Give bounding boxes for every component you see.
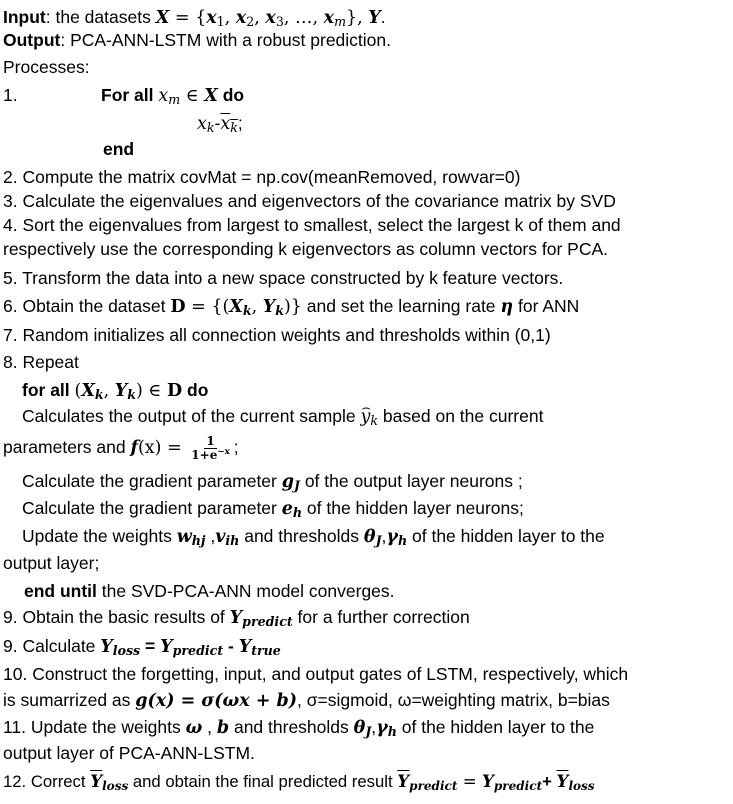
step-8-line: 8. Repeat [3, 352, 79, 372]
gradient-hidden-line: Calculate the gradient parameter $e_h$ of the hidden layer neurons; [22, 498, 524, 521]
end-keyword: end [103, 139, 135, 159]
gradient-output-line: Calculate the gradient parameter $g_J$ of the output layer neurons ; [22, 471, 523, 494]
step-11-line: 11. Update the weights ω , b and thresholds $\theta_J,\gamma_h$ of the hidden layer to the [3, 717, 595, 740]
step-4-continued: respectively use the corresponding k eigenvectors as column vectors for PCA. [3, 239, 609, 259]
update-weights-line: Update the weights $w_{hj}$ $,v_{ih}$ and thresholds $\theta_J,\gamma_h$ of the hidden layer to the [22, 526, 605, 549]
step-3-line: 3. Calculate the eigenvalues and eigenvectors of the covariance matrix by SVD [3, 191, 616, 211]
output-label: Output [3, 30, 61, 50]
processes-heading: Processes: [3, 57, 90, 77]
step-10-continued: is sumarrized as g(x) = σ(ωx + b), σ=sigmoid, ω=weighting matrix, b=bias [3, 690, 610, 711]
for-all-line: for all ($X_k$, $Y_k$) ∈ D do [22, 380, 209, 403]
step-5-line: 5. Transform the data into a new space constructed by k feature vectors. [3, 268, 564, 288]
step-4-line: 4. Sort the eigenvalues from largest to smallest, select the largest k of them and [3, 215, 621, 235]
step-10-line: 10. Construct the forgetting, input, and output gates of LSTM, respectively, which [3, 664, 629, 684]
step-2-line: 2. Compute the matrix covMat = np.cov(meanRemoved, rowvar=0) [3, 167, 521, 187]
step-9-obtain-line: 9. Obtain the basic results of $Y_{predict}$ for a further correction [3, 607, 470, 630]
fraction: $\frac{1}{1+e^{-x}}$ [191, 433, 230, 462]
calc-output-line: Calculates the output of the current sample ⌢ $y_k$ based on the current [22, 405, 543, 428]
output-line: Output: PCA-ANN-LSTM with a robust prediction. [3, 30, 392, 50]
step-12-line: 12. Correct $\overline{Y}_{loss}$ and obtain the final predicted result $\overline{Y}_{predict} = Y_{predict}+ \overline{Y}_{loss}$ [3, 771, 595, 793]
step-11-continued: output layer of PCA-ANN-LSTM. [3, 743, 255, 763]
step-1-body: $x_k-\overline{x}_{\overline{k}}$; [197, 113, 243, 136]
update-weights-continued: output layer; [3, 553, 100, 573]
step-9-calculate-line: 9. Calculate $Y_{loss} = Y_{predict} - Y_{true}$ [3, 636, 281, 659]
parameters-line: parameters and f(x) = $\frac{1}{1+e^{-x}}$ ; [3, 433, 239, 462]
end-until-line: end until the SVD-PCA-ANN model converges. [24, 581, 395, 601]
step-1-line: 1. For all $x_m$ ∈ X do [3, 85, 245, 108]
input-label: Input [3, 7, 46, 27]
input-line: Input: the datasets $X = \{x_1$, $x_2$, $x_3$, …, $x_m$}, Y. [3, 7, 386, 30]
step-7-line: 7. Random initializes all connection weights and thresholds within (0,1) [3, 325, 551, 345]
step-6-line: 6. Obtain the dataset $D = \{(X_k$, $Y_k$)} and set the learning rate η for ANN [3, 296, 580, 319]
